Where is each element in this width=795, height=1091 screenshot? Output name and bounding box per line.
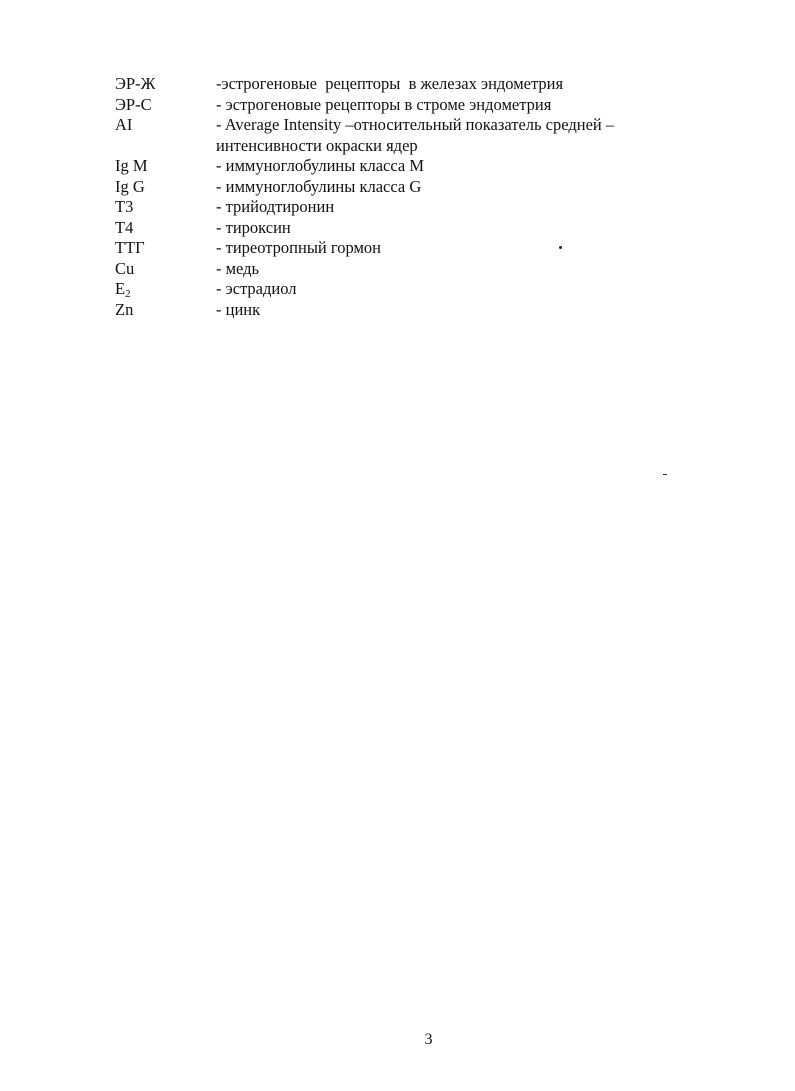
abbreviation-row <box>115 177 715 198</box>
abbreviation-term: ЭР-Ж <box>115 74 156 93</box>
abbreviation-definition: - иммуноглобулины класса М <box>216 156 425 175</box>
abbreviation-row <box>115 300 715 321</box>
abbreviation-term-subscript: 2 <box>125 288 131 300</box>
abbreviation-term: Ig G <box>115 176 145 196</box>
abbreviation-row <box>115 156 715 177</box>
abbreviation-term: AI <box>115 115 133 134</box>
abbreviation-definition: - эстрадиол <box>216 279 297 298</box>
abbreviation-term: ЭР-С <box>115 94 152 114</box>
abbreviation-definition: - трийодтиронин <box>216 197 335 216</box>
abbreviation-term: Т3 <box>115 197 134 216</box>
abbreviation-term: Ig M <box>115 156 148 175</box>
abbreviation-definition: -эстрогеновые рецепторы в железах эндометрия <box>216 74 564 93</box>
abbreviation-definition: - иммуноглобулины класса G <box>216 176 422 196</box>
abbreviation-row <box>115 279 715 300</box>
abbreviation-row <box>115 259 715 280</box>
scan-speck <box>663 474 667 475</box>
scan-speck <box>559 246 562 249</box>
abbreviation-term <box>115 279 216 300</box>
abbreviation-definition: - медь <box>216 258 260 278</box>
abbreviation-term-base: E <box>115 279 126 298</box>
abbreviation-term: Cu <box>115 258 135 278</box>
abbreviation-term: Т4 <box>115 217 134 237</box>
abbreviation-definition: - цинк <box>216 299 261 319</box>
abbreviation-definition: - тиреотропный гормон <box>216 238 382 257</box>
abbreviation-row <box>115 74 715 95</box>
abbreviation-row <box>115 115 715 156</box>
abbreviation-definition: - эстрогеновые рецепторы в строме эндометрия <box>216 94 552 114</box>
abbreviation-definition: - тироксин <box>216 217 291 237</box>
abbreviation-term: Zn <box>115 299 134 319</box>
abbreviation-row <box>115 197 715 218</box>
abbreviation-list <box>115 74 715 320</box>
page-number: 3 <box>424 1031 433 1048</box>
abbreviation-definition: - Average Intensity –относительный показатель средней – интенсивности окраски ядер <box>216 115 615 155</box>
abbreviation-row <box>115 95 715 116</box>
abbreviation-term: ТТГ <box>115 238 145 257</box>
abbreviation-row <box>115 218 715 239</box>
abbreviation-row <box>115 238 715 259</box>
